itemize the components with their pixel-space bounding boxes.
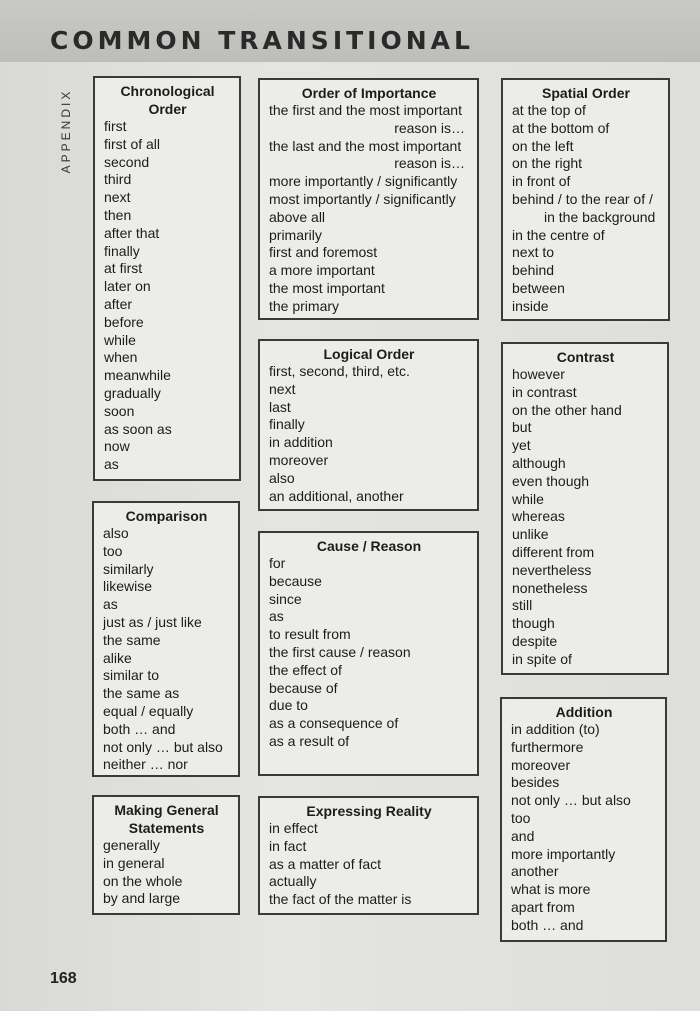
list-item: apart from [511, 898, 575, 915]
list-item: what is more [511, 881, 591, 898]
list-item: in the centre of [512, 226, 605, 243]
list-item: due to [269, 697, 308, 714]
side-label [54, 84, 74, 184]
list-item: equal / equally [103, 702, 194, 719]
box-title: Addition [555, 704, 613, 720]
box-title: Contrast [556, 349, 615, 365]
list-item: primarily [269, 226, 322, 243]
list-item: the most important [269, 279, 385, 296]
list-item: moreover [269, 451, 329, 468]
list-item: on the other hand [512, 401, 622, 418]
list-item: while [512, 490, 544, 507]
list-item: in contrast [512, 383, 577, 400]
list-item: still [512, 597, 533, 614]
list-item: because of [269, 679, 338, 696]
list-item: too [511, 809, 531, 826]
list-item: also [103, 525, 129, 541]
order-of-importance-box [258, 78, 479, 320]
list-item: in fact [269, 837, 307, 854]
list-item: at the top of [512, 102, 586, 118]
list-item: an additional, another [269, 487, 404, 504]
list-item: at first [104, 260, 143, 277]
list-item: since [269, 590, 302, 607]
page-number: 168 [50, 970, 77, 987]
list-item: as soon as [104, 420, 172, 437]
list-item: soon [104, 402, 135, 419]
list-item: both … and [511, 916, 584, 933]
list-item: above all [269, 208, 326, 225]
list-item: as [269, 608, 284, 625]
list-item: a more important [269, 262, 375, 279]
appendix-label: APPENDIX [59, 88, 73, 174]
contrast-box [501, 342, 669, 675]
list-item: for [269, 555, 286, 571]
box-title: Cause / Reason [316, 538, 422, 554]
list-item: meanwhile [104, 367, 171, 384]
list-item: next [269, 380, 296, 397]
list-item: more importantly / significantly [269, 173, 458, 190]
logical-order-box [258, 339, 479, 511]
list-item: similar to [103, 667, 160, 684]
list-item: as [104, 456, 119, 473]
list-item: as a matter of fact [269, 855, 382, 872]
box-title: Spatial Order [542, 85, 630, 101]
list-item: first, second, third, etc. [269, 363, 410, 379]
list-item: while [104, 331, 136, 348]
page-title: COMMON TRANSITIONAL [50, 26, 474, 55]
list-item: although [512, 454, 566, 471]
list-item: after that [104, 224, 160, 241]
list-item: also [269, 469, 295, 486]
list-item: later on [104, 278, 151, 295]
list-item: when [104, 349, 138, 366]
list-item: nonetheless [512, 579, 588, 596]
list-item: similarly [103, 560, 154, 577]
list-item: the first and the most important [269, 102, 462, 118]
list-item: on the whole [103, 872, 183, 889]
list-item: but [512, 419, 532, 436]
list-item: neither … nor [103, 756, 188, 773]
header-bar [0, 0, 700, 62]
box-title: Logical Order [323, 346, 415, 362]
list-item: second [104, 153, 150, 170]
list-item: to result from [269, 626, 351, 643]
box-title: Comparison [125, 508, 208, 524]
list-item: as a consequence of [269, 715, 399, 732]
list-item: finally [269, 416, 305, 433]
list-item: and [511, 827, 535, 844]
list-item: gradually [104, 384, 161, 401]
list-item: likewise [103, 578, 153, 595]
list-item: actually [269, 873, 317, 890]
list-item: just as / just like [103, 613, 202, 630]
list-item: at the bottom of [512, 119, 610, 136]
chronological-order-box [93, 76, 241, 481]
list-item: first and foremost [269, 244, 378, 261]
list-item: finally [104, 242, 140, 259]
list-item: most importantly / significantly [269, 190, 456, 207]
list-item: the same [103, 631, 161, 648]
list-item: furthermore [511, 738, 584, 755]
list-item: last [269, 398, 291, 415]
list-item: inside [512, 297, 549, 314]
list-item: not only … but also [103, 738, 223, 755]
list-item: in addition [269, 434, 333, 451]
box-title: Order of Importance [301, 85, 437, 101]
list-item: after [104, 295, 133, 312]
list-item: on the left [512, 137, 574, 154]
list-item: in the background [544, 208, 656, 225]
comparison-box [92, 501, 240, 777]
list-item: whereas [512, 508, 565, 525]
box-title: Chronological Order [120, 83, 215, 117]
list-item: the primary [269, 297, 340, 314]
list-item: first of all [104, 135, 161, 152]
list-item: besides [511, 774, 560, 791]
list-item: unlike [512, 526, 549, 543]
list-item: on the right [512, 155, 583, 172]
list-item: first [104, 118, 127, 134]
list-item: before [104, 313, 144, 330]
box-title: Making General Statements [114, 802, 219, 836]
list-item: between [512, 279, 565, 296]
list-item: by and large [103, 890, 181, 907]
list-item: in general [103, 854, 165, 871]
list-item: not only … but also [511, 792, 631, 809]
list-item: despite [512, 632, 558, 649]
list-item: in effect [269, 820, 318, 836]
list-item: though [512, 615, 555, 632]
list-item: now [104, 438, 130, 455]
list-item: reason is… [394, 119, 465, 136]
list-item: as [103, 596, 118, 613]
list-item: next to [512, 244, 555, 261]
list-item: nevertheless [512, 561, 592, 578]
list-item: the first cause / reason [269, 643, 411, 660]
spatial-order-box [501, 78, 670, 321]
list-item: next [104, 189, 131, 206]
list-item: in front of [512, 173, 571, 190]
expressing-reality-box [258, 796, 479, 915]
list-item: moreover [511, 756, 571, 773]
list-item: the last and the most important [269, 137, 462, 154]
list-item: because [269, 572, 322, 589]
list-item: the same as [103, 685, 180, 702]
list-item: third [104, 171, 132, 188]
list-item: yet [512, 437, 531, 454]
cause-reason-box [258, 531, 479, 776]
addition-box [500, 697, 667, 942]
list-item: more importantly [511, 845, 616, 862]
list-item: different from [512, 543, 595, 560]
list-item: behind [512, 262, 555, 279]
list-item: in addition (to) [511, 721, 600, 737]
list-item: behind / to the rear of / [512, 190, 653, 207]
list-item: in spite of [512, 650, 572, 667]
list-item: reason is… [394, 155, 465, 172]
list-item: another [511, 863, 559, 880]
list-item: the fact of the matter is [269, 891, 412, 908]
list-item: as a result of [269, 732, 350, 749]
list-item: too [103, 542, 123, 559]
list-item: however [512, 366, 565, 382]
list-item: generally [103, 837, 160, 853]
list-item: then [104, 206, 132, 223]
general-statements-box [92, 795, 240, 915]
box-title: Expressing Reality [306, 803, 432, 819]
list-item: alike [103, 649, 132, 666]
list-item: even though [512, 472, 590, 489]
list-item: both … and [103, 720, 176, 737]
list-item: the effect of [269, 661, 342, 678]
